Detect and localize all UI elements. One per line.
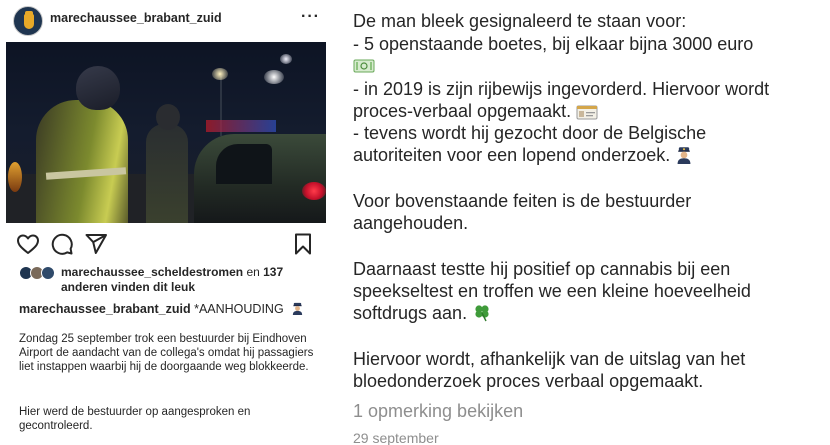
caption-line-text: proces-verbaal opgemaakt. (353, 101, 572, 121)
police-officer-icon (675, 146, 693, 164)
money-icon (353, 58, 375, 74)
share-paper-plane-icon[interactable] (84, 232, 108, 256)
caption-username[interactable]: marechaussee_brabant_zuid (19, 302, 191, 316)
post-header (0, 0, 335, 42)
likes-summary[interactable] (19, 265, 319, 297)
police-officer-icon (291, 302, 304, 315)
photo-officer-foreground-head (76, 66, 120, 110)
comment-bubble-icon[interactable] (50, 232, 74, 256)
liker-avatar (41, 266, 55, 280)
photo-emergency-lights (206, 120, 276, 132)
caption-header (19, 302, 329, 317)
liker-username[interactable]: marechaussee_scheldestromen (61, 265, 244, 279)
account-avatar[interactable] (13, 6, 43, 36)
like-heart-icon[interactable] (16, 232, 40, 256)
crest-shield-icon (24, 14, 34, 29)
more-options-icon[interactable]: ··· (301, 8, 320, 25)
caption-paragraph-2: Hier werd de bestuurder op aangesproken en gecontroleerd. (19, 406, 251, 432)
clover-icon (472, 302, 492, 322)
caption-line (353, 302, 492, 324)
caption-line-text: autoriteiten voor een lopend onderzoek. (353, 145, 671, 165)
photo-officer-background-head (156, 104, 180, 130)
likes-text (61, 265, 321, 295)
instagram-post (0, 0, 335, 445)
photo-street-light (212, 68, 228, 80)
caption-title: *AANHOUDING (194, 302, 284, 316)
caption-line: - tevens wordt hij gezocht door de Belgische (353, 123, 707, 143)
caption-continuation (353, 0, 823, 445)
caption-line: - 5 openstaande boetes, bij elkaar bijna 3000 euro (353, 34, 754, 54)
caption-line: bloedonderzoek proces verbaal opgemaakt. (353, 371, 704, 391)
caption-line: speekseltest en troffen we een kleine hoeveelheid (353, 281, 751, 301)
caption-paragraph-1: Zondag 25 september trok een bestuurder bij Eindhoven Airport de aandacht van de collega's omdat hij passagiers liet instappen waarbij hij de doorgaande weg blokkeerde. (19, 333, 314, 373)
likes-suffix: anderen vinden dit leuk (61, 280, 196, 294)
caption-line (353, 54, 375, 76)
post-date: 29 september (353, 430, 439, 445)
caption-line (353, 100, 598, 122)
photo-car-taillight (302, 182, 326, 200)
photo-street-light (264, 70, 284, 84)
caption-line: Daarnaast testte hij positief op cannabis bij een (353, 259, 731, 279)
post-actions (0, 228, 335, 260)
photo-car-window (216, 144, 272, 184)
photo-officer-foreground (36, 100, 128, 223)
photo-street-light (280, 54, 292, 64)
caption-line: aangehouden. (353, 213, 469, 233)
view-comments-link[interactable]: 1 opmerking bekijken (353, 401, 524, 421)
caption-line-text: softdrugs aan. (353, 303, 468, 323)
post-photo[interactable] (6, 42, 326, 223)
caption-line: De man bleek gesignaleerd te staan voor: (353, 11, 687, 31)
caption-line: - in 2019 is zijn rijbewijs ingevorderd. Hiervoor wordt (353, 79, 770, 99)
save-bookmark-icon[interactable] (291, 232, 315, 256)
likes-count[interactable]: 137 (263, 265, 284, 279)
likes-conjunction: en (243, 265, 264, 279)
caption-line: Hiervoor wordt, afhankelijk van de uitslag van het (353, 349, 746, 369)
caption-line: Voor bovenstaande feiten is de bestuurder (353, 191, 692, 211)
account-username[interactable]: marechaussee_brabant_zuid (50, 11, 222, 25)
id-card-icon (576, 104, 598, 120)
photo-officer-background (146, 124, 188, 223)
caption-line (353, 144, 693, 166)
photo-orange-light (8, 162, 22, 192)
liker-avatars (19, 266, 57, 280)
